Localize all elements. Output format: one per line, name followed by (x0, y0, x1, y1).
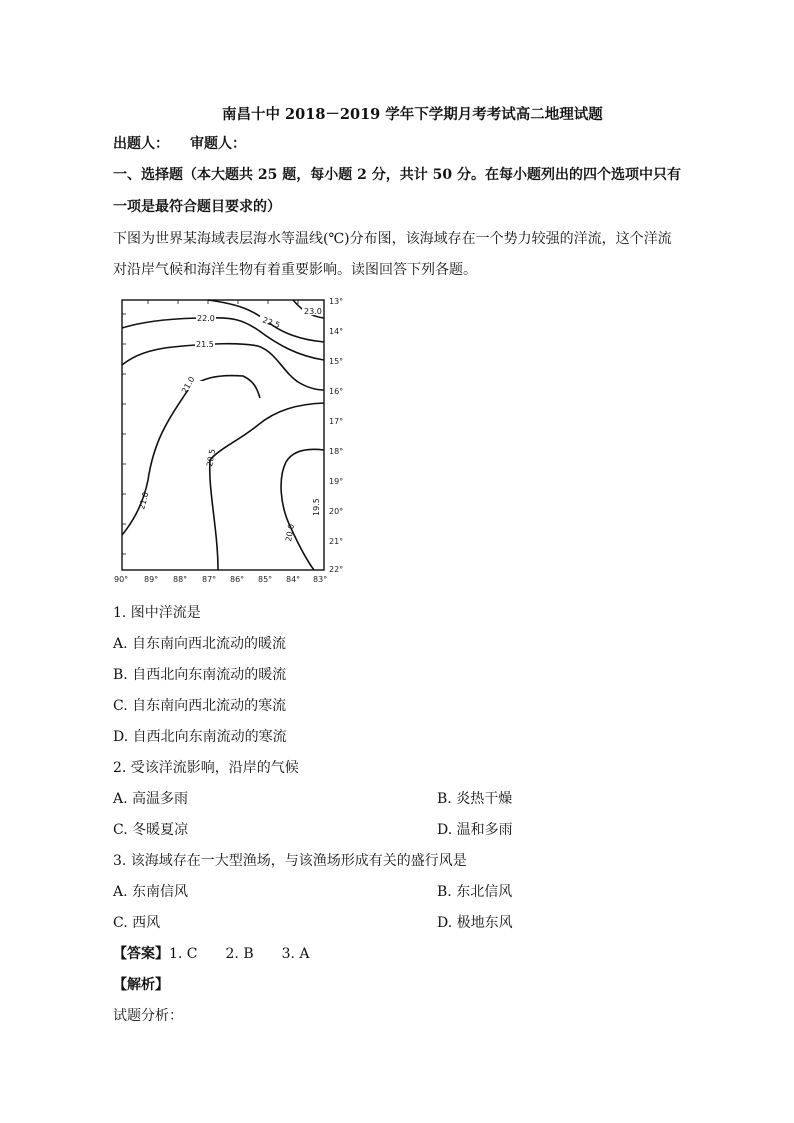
isotherm-22-0 (122, 318, 324, 360)
question-3-option-b: B. 东北信风 (437, 884, 513, 900)
question-3-option-a: A. 东南信风 (113, 884, 189, 900)
intro-line-1: 下图为世界某海域表层海水等温线(℃)分布图，该海域存在一个势力较强的洋流，这个洋流 (113, 231, 672, 247)
lat-label: 13° (329, 297, 344, 306)
question-2-option-c: C. 冬暖夏凉 (113, 822, 189, 838)
lat-label: 14° (329, 327, 344, 336)
question-3-option-c: C. 西风 (113, 915, 161, 931)
analysis-label: 【解析】 (113, 977, 169, 993)
lat-label: 22° (329, 565, 344, 574)
page-title: 南昌十中 2018－2019 学年下学期月考考试高二地理试题 (222, 106, 603, 123)
intro-line-2: 对沿岸气候和海洋生物有着重要影响。读图回答下列各题。 (113, 262, 477, 278)
question-1-option-d: D. 自西北向东南流动的寒流 (113, 729, 287, 745)
longitude-labels (114, 575, 327, 584)
lon-label: 88° (173, 575, 188, 584)
lat-label: 16° (329, 387, 344, 396)
lon-label: 90° (114, 575, 129, 584)
question-1-stem: 1. 图中洋流是 (113, 605, 201, 621)
isotherm-label-20-0: 20.0 (284, 523, 297, 543)
lon-label: 89° (144, 575, 159, 584)
latitude-labels (329, 297, 343, 574)
lat-label: 20° (329, 507, 344, 516)
analysis-sub: 试题分析： (113, 1008, 183, 1024)
lon-label: 83° (313, 575, 328, 584)
isotherm-labels (137, 306, 322, 542)
isotherm-label-22-0: 22.0 (197, 314, 215, 323)
lat-label: 17° (329, 417, 344, 426)
lon-label: 85° (258, 575, 273, 584)
answer-line (113, 946, 310, 963)
isotherm-label-21-0-lower: 21.0 (137, 490, 151, 511)
author-line: 出题人： 审题人： (113, 136, 246, 152)
question-1-option-a: A. 自东南向西北流动的暖流 (113, 636, 287, 652)
section-heading-1: 一、选择题（本大题共 25 题，每小题 2 分，共计 50 分。在每小题列出的四个选项中只有 (113, 167, 681, 183)
lon-label: 86° (230, 575, 245, 584)
question-2-stem: 2. 受该洋流影响，沿岸的气候 (113, 760, 299, 776)
isotherm-20-5 (210, 403, 324, 570)
question-3-stem: 3. 该海域存在一大型渔场，与该渔场形成有关的盛行风是 (113, 853, 467, 869)
lat-label: 18° (329, 447, 344, 456)
question-1-option-c: C. 自东南向西北流动的寒流 (113, 698, 287, 714)
isotherm-label-20-5: 20.5 (205, 448, 218, 468)
section-heading-2: 一项是最符合题目要求的） (113, 199, 281, 215)
isotherm-map (108, 290, 358, 586)
isotherm-label-22-5: 22.5 (261, 315, 282, 330)
question-2-option-d: D. 温和多雨 (437, 822, 513, 838)
answer-values: 1. C 2. B 3. A (169, 946, 310, 962)
lat-label: 19° (329, 477, 344, 486)
question-1-option-b: B. 自西北向东南流动的暖流 (113, 667, 287, 683)
answer-label: 【答案】 (113, 946, 169, 962)
lon-label: 84° (286, 575, 301, 584)
isotherm-label-21-5: 21.5 (196, 340, 214, 349)
lon-label: 87° (202, 575, 217, 584)
isotherm-21-0 (122, 376, 260, 535)
frame-ticks (122, 300, 298, 554)
isotherm-label-19-5: 19.5 (312, 498, 321, 516)
question-2-option-a: A. 高温多雨 (113, 791, 189, 807)
isotherm-label-23-0: 23.0 (304, 307, 322, 316)
question-3-option-d: D. 极地东风 (437, 915, 513, 931)
isotherm-label-21-0-upper: 21.0 (179, 375, 197, 395)
lat-label: 15° (329, 357, 344, 366)
question-2-option-b: B. 炎热干燥 (437, 791, 513, 807)
lat-label: 21° (329, 537, 344, 546)
